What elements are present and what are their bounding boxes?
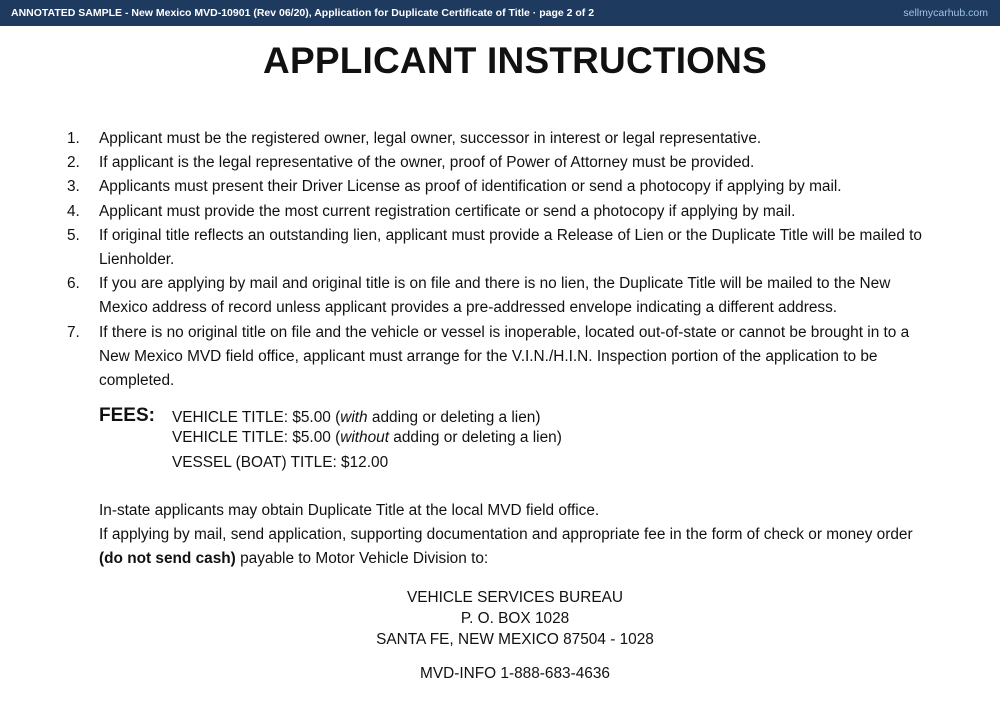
instruction-item (60, 321, 940, 394)
item-text: If you are applying by mail and original title is on file and there is no lien, the Duplicate Title will be mailed to the New Mexico address of record unless applicant provides a pre-addressed envelope indicating a different address. (99, 275, 891, 317)
fee-line (172, 429, 562, 447)
instruction-item (60, 272, 940, 320)
fee-text: adding or deleting a lien) (367, 409, 541, 426)
address-line: SANTA FE, NEW MEXICO 87504 - 1028 (376, 631, 654, 648)
item-number: 2. (67, 154, 80, 172)
item-text: If applicant is the legal representative of the owner, proof of Power of Attorney must be provided. (99, 154, 755, 172)
instructions-list (60, 127, 940, 393)
phone-number: MVD-INFO 1-888-683-4636 (420, 665, 610, 682)
fee-text: adding or deleting a lien) (389, 429, 562, 446)
address-line: P. O. BOX 1028 (460, 610, 570, 627)
item-number: 5. (67, 226, 80, 244)
no-cash-note: (do not send cash) (99, 550, 236, 568)
item-number: 1. (67, 130, 80, 147)
info-line: In-state applicants may obtain Duplicate Title at the local MVD field office. (99, 502, 600, 519)
item-text: If there is no original title on file and the vehicle or vessel is inoperable, located out-of-state or cannot be brought in to a New Mexico MVD field office, applicant must arrange for the V.I.N./H.I.N. Inspection portion of the application to be completed. (99, 323, 910, 390)
fee-text: VESSEL (BOAT) TITLE: $12.00 (172, 454, 389, 471)
header-caption: ANNOTATED SAMPLE - New Mexico MVD-10901 (Rev 06/20), Application for Duplicate Certificate of Title · page 2 of 2 (11, 7, 595, 19)
page-title: APPLICANT INSTRUCTIONS (263, 40, 767, 81)
fee-line (172, 409, 540, 427)
site-link[interactable]: sellmycarhub.com (903, 7, 988, 19)
instruction-item (60, 200, 940, 224)
mail-info (99, 499, 939, 572)
item-number: 3. (67, 178, 80, 196)
fee-text: VEHICLE TITLE: $5.00 ( (172, 429, 341, 446)
item-number: 4. (67, 202, 80, 220)
info-text: payable to Motor Vehicle Division to: (235, 550, 489, 568)
header-bar (0, 0, 1000, 26)
instruction-item (60, 127, 940, 151)
info-text: If applying by mail, send application, supporting documentation and appropriate fee in the form of check or money order (99, 526, 913, 544)
item-text: Applicant must be the registered owner, legal owner, successor in interest or legal representative. (99, 130, 762, 147)
fee-line (172, 454, 388, 472)
fee-emphasis: with (340, 409, 368, 426)
info-line (99, 523, 939, 571)
mailing-address (270, 587, 760, 650)
item-text: If original title reflects an outstanding lien, applicant must provide a Release of Lien or the Duplicate Title will be mailed to Lienholder. (99, 226, 922, 269)
instruction-item (60, 175, 940, 199)
instruction-item (60, 151, 940, 175)
item-text: Applicants must present their Driver License as proof of identification or send a photocopy if applying by mail. (99, 178, 842, 196)
fees-label: FEES: (99, 405, 155, 426)
instruction-item (60, 224, 940, 272)
item-number: 6. (67, 275, 80, 293)
fee-emphasis: without (340, 429, 389, 446)
fee-text: VEHICLE TITLE: $5.00 ( (172, 409, 341, 426)
address-line: VEHICLE SERVICES BUREAU (406, 589, 624, 606)
item-text: Applicant must provide the most current registration certificate or send a photocopy if applying by mail. (99, 202, 796, 220)
item-number: 7. (67, 323, 80, 341)
